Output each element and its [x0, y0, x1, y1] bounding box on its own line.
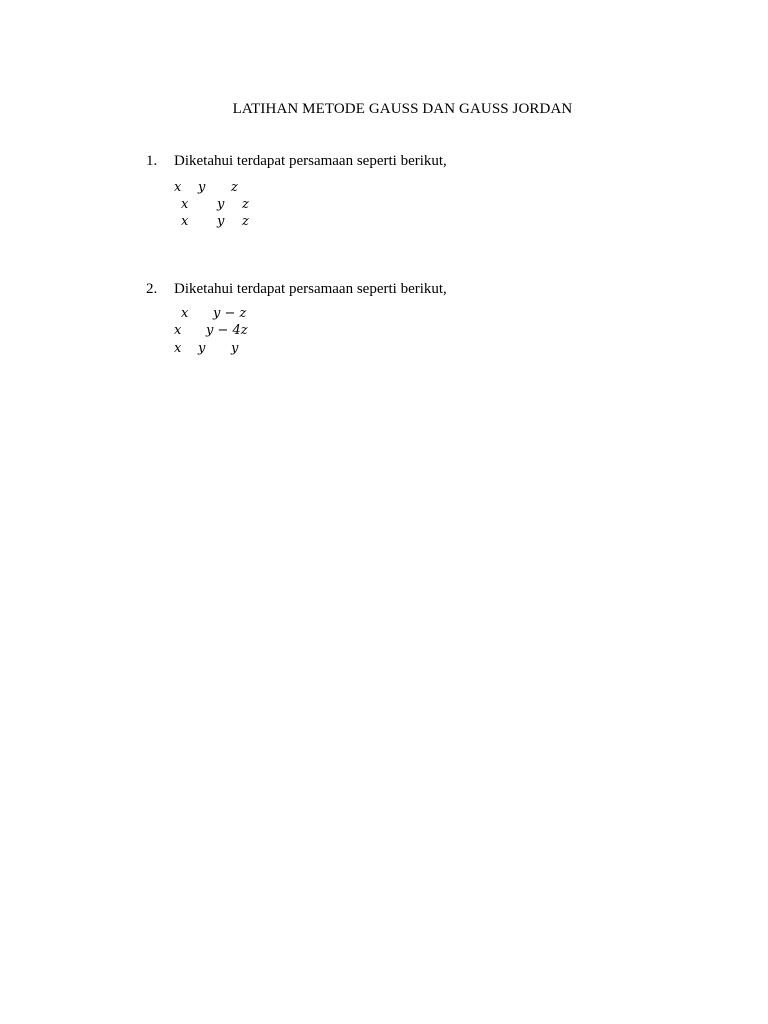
- equation-term: x: [174, 323, 182, 338]
- equation-term: y − 4z: [206, 323, 248, 338]
- problem-number: 2.: [146, 281, 158, 297]
- equation-term: z: [242, 197, 249, 212]
- problem-number: 1.: [146, 153, 158, 169]
- page-title: LATIHAN METODE GAUSS DAN GAUSS JORDAN: [232, 101, 573, 117]
- equation-term: y: [217, 214, 225, 229]
- equation-term: y: [198, 180, 206, 195]
- problem-text: Diketahui terdapat persamaan seperti berikut,: [174, 153, 447, 169]
- equation-term: x: [181, 197, 189, 212]
- equation-term: x: [174, 180, 182, 195]
- equation-term: y: [217, 197, 225, 212]
- equation-term: z: [242, 214, 249, 229]
- equation-term: x: [181, 214, 189, 229]
- equation-term: y − z: [213, 306, 247, 321]
- equation-term: y: [231, 341, 239, 356]
- equation-term: y: [198, 341, 206, 356]
- equation-term: x: [174, 341, 182, 356]
- equation-term: x: [181, 306, 189, 321]
- equation-term: z: [231, 180, 238, 195]
- problem-text: Diketahui terdapat persamaan seperti berikut,: [174, 281, 447, 297]
